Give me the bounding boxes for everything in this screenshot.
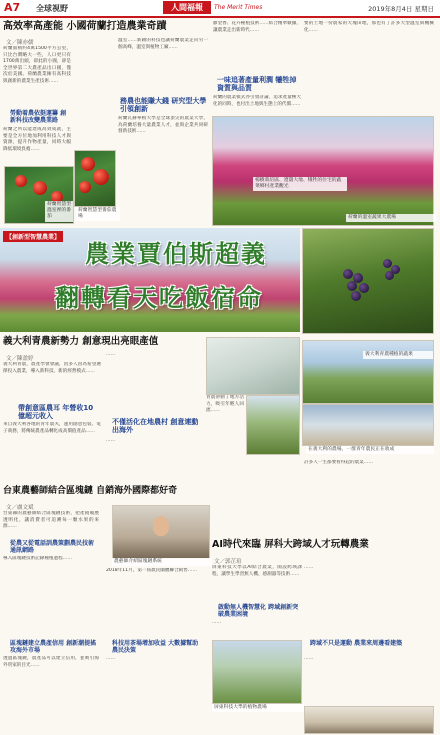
subheading: 帶創意區農耳 年營收10億超元收入 <box>18 404 94 421</box>
article-body: 鬱金香、花卉種植技術……結合精準數據，讓農業走出新時代…… <box>213 21 301 33</box>
article-title-ai: AI時代來臨 屏科大跨域人才玩轉農業 <box>212 539 369 550</box>
article-title-netherlands: 高效率高產能 小國荷蘭打造農業奇蹟 <box>3 21 167 32</box>
newspaper-logo-en: The Merit Times <box>214 4 263 11</box>
grapes-photo <box>302 228 434 334</box>
subheading: 從農又從電話訓農策劃農民技術通訊網路 <box>10 540 95 555</box>
page-header <box>0 0 440 18</box>
feature-headline-1: 農業賈伯斯超義 <box>85 239 267 268</box>
feature-banner <box>0 228 300 332</box>
drone-photo <box>212 640 302 704</box>
article-body: 要的土地一份農家的大塊田地，那也有了許多大型溫室與機械化…… <box>304 21 434 33</box>
article-title-taitung: 台東農藝師結合區塊鏈 自銷海外國際都好奇 <box>3 486 178 496</box>
feature-headline-2: 翻轉看天吃飯宿命 <box>55 283 263 312</box>
article-body: 屏東科技大學以AI結合農業，開設跨域課程，讓學生學習無人機、感測器等技術…… <box>212 565 302 577</box>
photo-caption: 屏東科技大學的植物農場 <box>212 704 304 712</box>
flower-field-photo <box>212 116 434 226</box>
byline: 文／陳亦儒 <box>6 40 34 46</box>
article-body: …… <box>212 620 222 625</box>
article-body: 導入區塊鏈技術記錄種植過程…… <box>3 556 72 561</box>
vineyard-photo <box>246 395 300 455</box>
subheading: 務農也能賺大錢 研究型大學引領創新 <box>120 97 207 114</box>
subheading: 勞動着農依挺運籌 創新科技改變農業路 <box>10 110 67 125</box>
photo-caption: 楊樹栽培區、遼闊大地、犧牲的住宅的蔬菜鄉村產業觀光 <box>253 177 347 191</box>
article-body: 荷蘭的農業模式亦引發討論，追求產量極大化的同時，也付出土地與生態上的代價…… <box>213 95 301 107</box>
byline: 文／郭芷瑄 <box>214 559 242 565</box>
article-body: 青農帶動了地方活力，吸引年輕人回流…… <box>206 395 244 414</box>
article-body: …… <box>304 565 314 570</box>
article-body: 來自義大利各地的青年農夫，運用創意包裝、電子商務，將傳統農產品轉化成高價值產品…… <box>3 422 101 434</box>
article-body: 許多人一生都要看得起的農業…… <box>304 460 373 465</box>
photo-caption: 在義大利的農場，一群青年農民正在收成 <box>306 446 434 454</box>
section-title: 全球視野 <box>36 4 68 13</box>
article-body: …… <box>106 438 116 443</box>
article-body: 溫室……新穎的科技也讓荷蘭農業走向另一個高峰，溫室與植物工廠…… <box>118 38 208 50</box>
article-body: …… <box>304 656 314 661</box>
italy-lab-photo <box>206 337 300 395</box>
photo-caption: 荷蘭的溫室蔬果大農場 <box>346 214 436 222</box>
photo-caption: 荷蘭智慧型番茄農場 <box>76 207 120 221</box>
feature-tag: 【創新型智慧農業】 <box>3 231 63 242</box>
greenhouse-photo <box>4 166 74 224</box>
italy-field-photo <box>302 340 434 404</box>
subheading: 不僅活化在地農村 創意連動出海外 <box>112 418 199 435</box>
photo-caption: 荷蘭智慧型溫室裡的番茄 <box>45 201 74 222</box>
photo-caption: 農藝師介紹區塊鏈系統 <box>112 558 212 566</box>
article-body: 透過區塊鏈，農產品可以建立信用，並吸引海外買家的目光…… <box>3 656 99 668</box>
article-body: 台東縣的農藝師結合區塊鏈技術，把產銷履歷透明化，讓消費者可追溯每一顆水果的來源…… <box>3 511 99 530</box>
byline: 文／陳盈婷 <box>6 356 34 362</box>
phone-photo <box>302 404 434 446</box>
article-body: 2018年11月，第一屆農民團體聯合銷售…… <box>106 568 198 573</box>
article-body: 荷蘭面積約4萬1500平方公里，只比台灣略大一些，人口更只有1700萬出頭，卻此的小國，卻是全世界第二大農產品出口國，僅次於美國。荷蘭農業擁有高科技與創新的農業生產技術…… <box>3 46 71 84</box>
article-body: …… <box>106 656 116 661</box>
newspaper-logo: 人間福報 <box>163 1 211 14</box>
students-photo <box>304 706 434 734</box>
article-body: 義大利青農，農產學會會議，因多人因為希望選擇投入農業，導入新科技、新的經營模式…… <box>3 362 101 374</box>
article-body: 荷蘭瓦赫寧根大學是全球頂尖的農業大學，為荷蘭培養大量農業人才，並與企業共同研發新技術…… <box>118 116 208 135</box>
subheading: 跨域不只是運動 農業來周邊看建築 <box>310 640 403 647</box>
farmer-photo <box>112 505 210 559</box>
photo-caption: 義大利青農種植的蔬果 <box>363 351 433 359</box>
subheading: 一味追著產量利潤 犧牲掉資質與品質 <box>217 76 297 93</box>
page-number: A7 <box>4 1 21 14</box>
subheading: 科技用茶場增加收益 大數據幫助農民決策 <box>112 640 199 655</box>
byline: 文／盧文斌 <box>6 505 34 511</box>
tomato-photo <box>74 150 116 207</box>
article-title-italy: 義大利青農新勢力 創意現出亮眼產值 <box>3 336 159 347</box>
article-body: …… <box>106 352 116 357</box>
subheading: 啟動無人機智慧化 跨域創新突破農業困境 <box>218 604 299 619</box>
article-body: 荷蘭之所以能達成高效成就，主要是全方位地加利用科技人才與資源，提升作物產量，同時大幅降低環境負擔…… <box>3 127 71 152</box>
subheading: 區塊鏈建立農產信用 創新潮提搖攻海外市場 <box>10 640 97 655</box>
issue-date: 2019年8月4日 星期日 <box>368 5 434 13</box>
